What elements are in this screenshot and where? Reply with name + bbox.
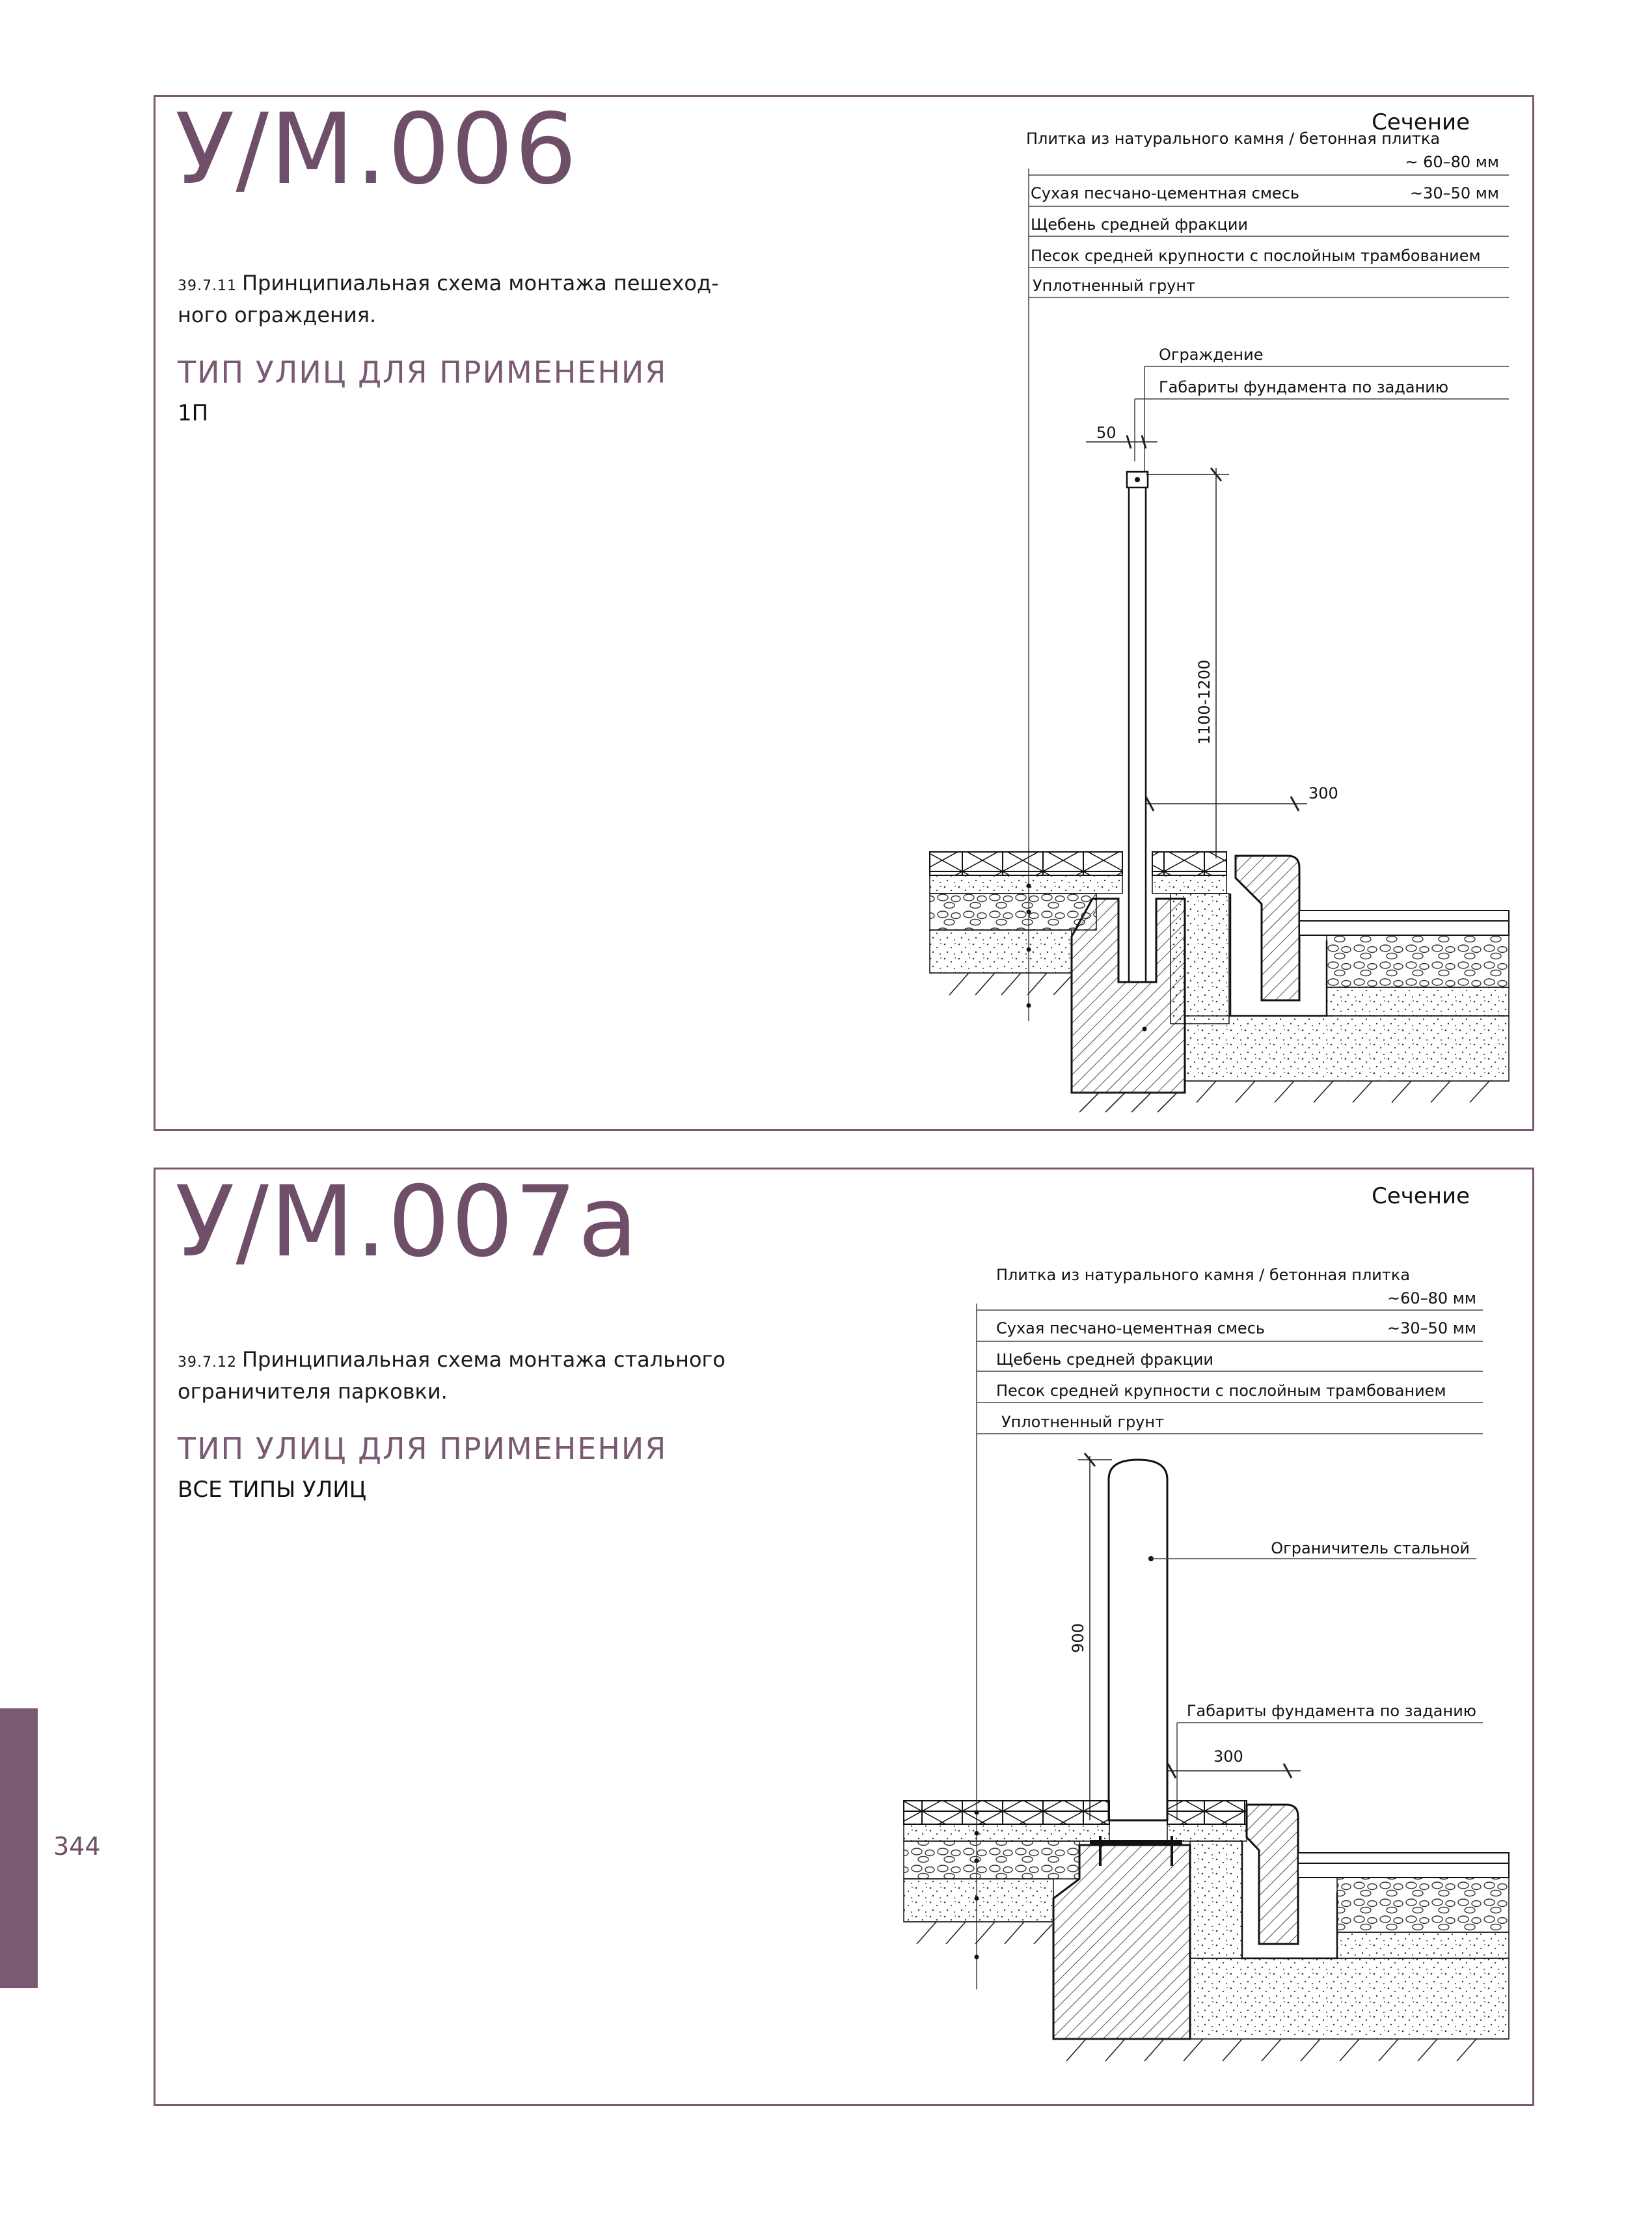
layer-label-5: Уплотненный грунт (1001, 1413, 1165, 1431)
street-type-value: ВСЕ ТИПЫ УЛИЦ (178, 1477, 367, 1503)
steel-bollard (1109, 1460, 1167, 1820)
layer-label-5: Уплотненный грунт (1033, 277, 1196, 295)
layer-thickness-1: ~ 60–80 мм (1405, 153, 1499, 171)
section-title: Сечение (1372, 1183, 1470, 1209)
item-number: 39.7.12 (178, 1354, 237, 1371)
sheet-um007a (154, 1168, 1534, 2106)
page-sidebar-tab (0, 1708, 38, 1988)
callout-foundation: Габариты фундамента по заданию (1159, 378, 1449, 396)
page-number: 344 (53, 1832, 101, 1861)
layer-label-4: Песок средней крупности с послойным трамбованием (996, 1382, 1446, 1400)
layer-thickness-2: ~30–50 мм (1409, 184, 1499, 202)
item-number: 39.7.11 (178, 278, 237, 294)
dimension-50: 50 (1096, 424, 1117, 442)
street-type-heading: ТИП УЛИЦ ДЛЯ ПРИМЕНЕНИЯ (178, 1431, 668, 1466)
sheet-code: У/М.006 (175, 93, 578, 206)
dimension-900: 900 (1069, 1623, 1087, 1653)
section-diagram (156, 93, 1532, 1129)
callout-foundation: Габариты фундамента по заданию (1186, 1702, 1476, 1720)
dimension-300: 300 (1213, 1747, 1243, 1766)
sheet-um006 (154, 95, 1534, 1131)
layer-label-2: Сухая песчано-цементная смесь (996, 1319, 1266, 1337)
dimension-300: 300 (1308, 784, 1338, 802)
section-title: Сечение (1372, 109, 1470, 135)
layer-label-1: Плитка из натурального камня / бетонная плитка (996, 1266, 1411, 1284)
callout-fence: Ограждение (1159, 346, 1264, 364)
fence-post (1129, 474, 1146, 982)
sheet-code: У/М.007а (175, 1166, 640, 1279)
layer-label-4: Песок средней крупности с послойным трамбованием (1031, 247, 1481, 265)
layer-thickness-2: ~30–50 мм (1387, 1319, 1476, 1337)
street-type-heading: ТИП УЛИЦ ДЛЯ ПРИМЕНЕНИЯ (178, 355, 668, 390)
dimension-height: 1100-1200 (1195, 659, 1213, 745)
layer-label-1: Плитка из натурального камня / бетонная плитка (1026, 130, 1441, 148)
layer-label-3: Щебень средней фракции (1031, 215, 1249, 234)
callout-bollard: Ограничитель стальной (1271, 1539, 1470, 1557)
layer-label-2: Сухая песчано-цементная смесь (1031, 184, 1300, 202)
description-text: Принципиальная схема монтажа пешеход-ного ограждения. (178, 271, 719, 327)
section-diagram (156, 1166, 1532, 2104)
description-text: Принципиальная схема монтажа стального ограничителя парковки. (178, 1347, 725, 1404)
layer-thickness-1: ~60–80 мм (1387, 1289, 1476, 1307)
street-type-value: 1П (178, 400, 209, 426)
layer-label-3: Щебень средней фракции (996, 1350, 1214, 1369)
